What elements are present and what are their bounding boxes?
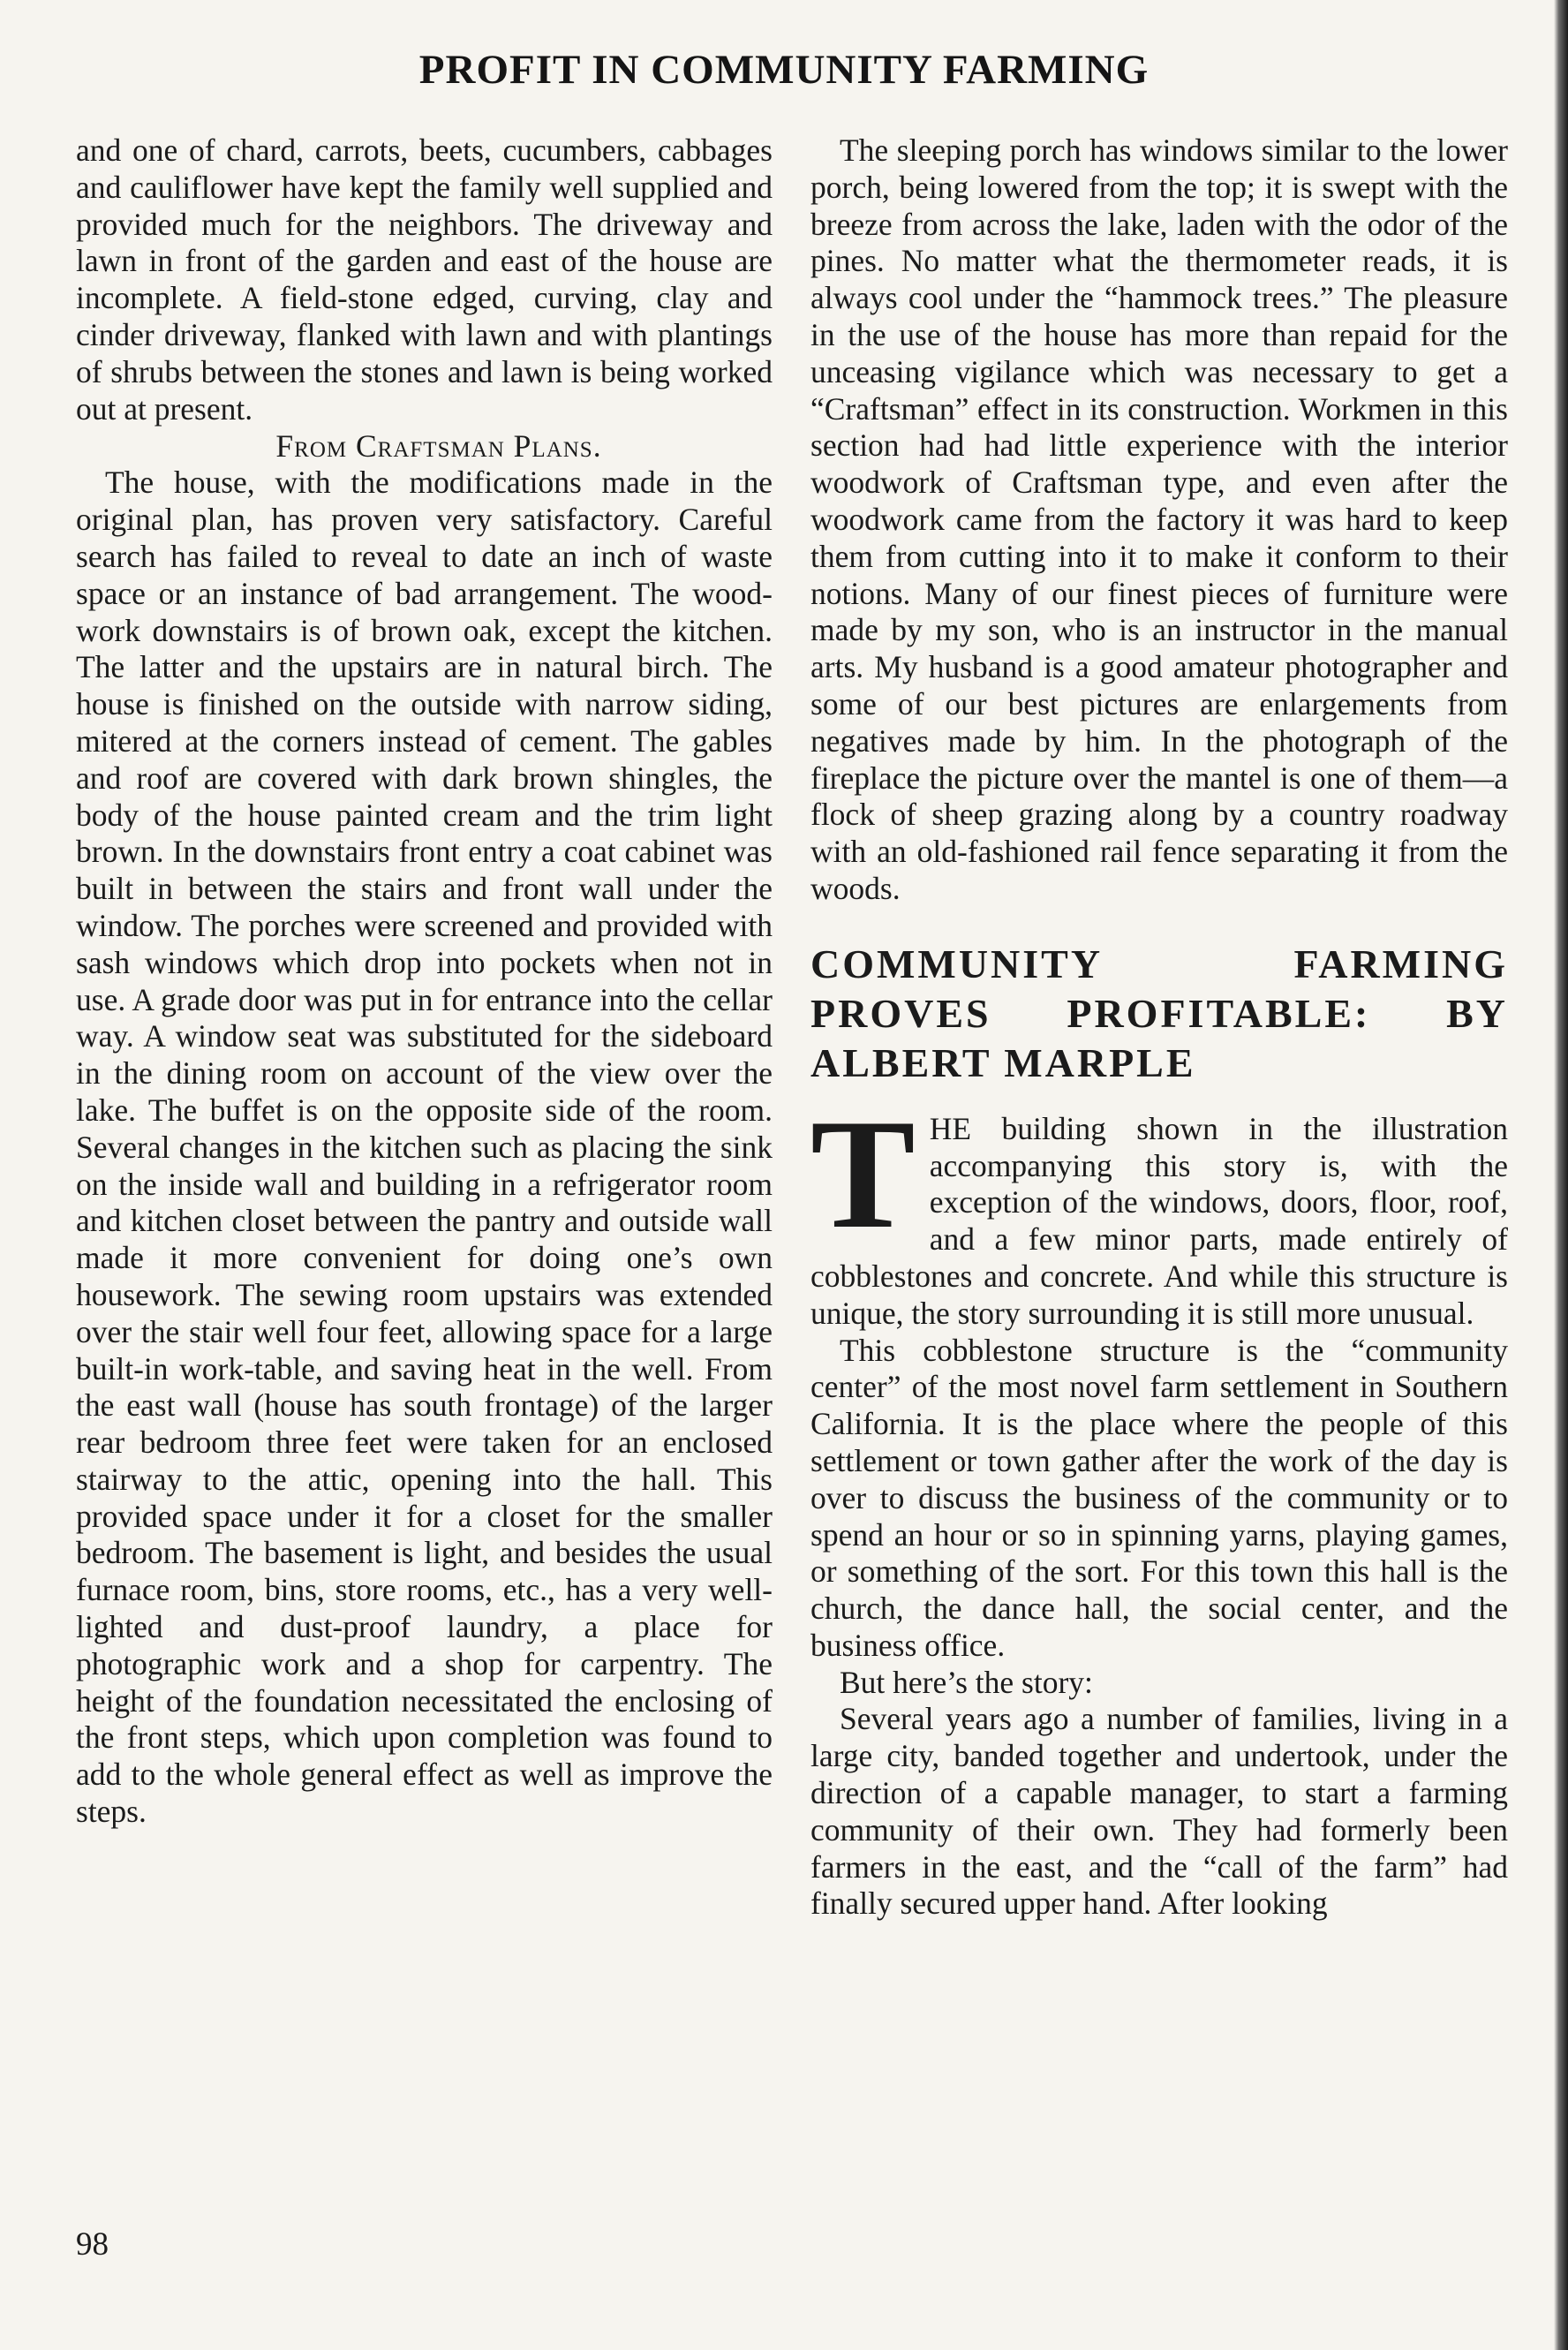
running-head: PROFIT IN COMMUNITY FARMING: [418, 47, 1150, 93]
article-title: [810, 940, 1508, 1088]
right-paragraph-4: But here’s the story:: [840, 1664, 1093, 1700]
left-paragraph-2: The house, with the modifications made in the original plan, has proven very satisfactory. Careful search has failed to reveal to date an inch of waste space or an instance of bad arrangement. The woodwork downstairs is of brown oak, except the kitchen. The latter and the upstairs are in natural birch. The house is finished on the outside with narrow siding, mitered at the corners instead of cement. The gables and roof are covered with dark brown shingles, the body of the house painted cream and the trim light brown. In the downstairs front entry a coat cabinet was built in between the stairs and front wall under the window. The porches were screened and provided with sash windows which drop into pockets when not in use. A grade door was put in for entrance into the cellar way. A window seat was substituted for the sideboard in the dining room on account of the view over the lake. The buffet is on the opposite side of the room. Several changes in the kitchen such as placing the sink on the inside wall and building in a refrigerator room and kitchen closet between the pantry and outside wall made it more convenient for doing one’s own housework. The sewing room upstairs was extended over the stair well four feet, allowing space for a large built-in work-table, and saving heat in the well. From the east wall (house has south frontage) of the larger rear bedroom three feet were taken for an enclosed stairway to the attic, opening into the hall. This provided space under it for a closet for the smaller bedroom. The basement is light, and besides the usual furnace room, bins, store rooms, etc., has a very well-lighted and dust-proof laundry, a place for photographic work and a shop for carpentry. The height of the foundation necessitated the enclosing of the front steps, which upon completion was found to add to the whole general effect as well as improve the steps.: [76, 465, 773, 1830]
right-paragraph-5: Several years ago a number of families, living in a large city, banded together and undertook, under the direction of a capable manager, to start a farming community of their own. They had formerly been farmers in the east, and the “call of the farm” had finally secured upper hand. After looking: [810, 1701, 1508, 1922]
page-number: 98: [76, 2226, 109, 2263]
right-paragraph-1: The sleeping porch has windows similar to the lower porch, being lowered from the top; it is swept with the breeze from across the lake, laden with the odor of the pines. No matter what the thermometer reads, it is always cool under the “hammock trees.” The pleasure in the use of the house has more than repaid for the unceasing vigilance which was necessary to get a “Craftsman” effect in its construction. Workmen in this section had had little experience with the interior woodwork of Craftsman type, and even after the woodwork came from the factory it was hard to keep them from cutting into it to make it conform to their notions. Many of our finest pieces of furniture were made by my son, who is an instructor in the manual arts. My husband is a good amateur photographer and some of our best pictures are enlargements from negatives made by him. In the photograph of the fireplace the picture over the mantel is one of them—a flock of sheep grazing along by a country roadway with an old-fashioned rail fence separating it from the woods.: [810, 132, 1508, 906]
right-column: [810, 132, 1508, 1923]
drop-cap: T: [810, 1085, 916, 1261]
opening-paragraph-text: HE building shown in the illustration accompanying this story is, with the exception of the windows, doors, floor, roof, and a few minor parts, made entirely of cobblestones and concrete. And while this structure is unique, the story surrounding it is still more unusual.: [810, 1110, 1508, 1331]
right-paragraph-3: This cobblestone structure is the “community center” of the most novel farm settlement in Southern California. It is the place where the people of this settlement or town gather after the work of the day is over to discuss the business of the community or to spend an hour or so in spinning yarns, playing games, or something of the sort. For this town this hall is the church, the dance hall, the social center, and the business office.: [810, 1332, 1508, 1663]
article-title-line-2: PROVES PROFITABLE: BY: [810, 990, 1508, 1036]
page-binding-shadow: [1554, 0, 1568, 2350]
article-title-line-3: ALBERT MARPLE: [810, 1039, 1196, 1085]
opening-paragraph: [810, 1085, 1508, 1333]
left-paragraph-1: and one of chard, carrots, beets, cucumbers, cabbages and cauliflower have kept the family well supplied and provided much for the neighbors. The driveway and lawn in front of the garden and east of the house are incomplete. A field-stone edged, curving, clay and cinder driveway, flanked with lawn and with plantings of shrubs between the stones and lawn is being worked out at present.: [76, 132, 773, 427]
left-column: [76, 132, 773, 1831]
section-subhead: From Craftsman Plans.: [275, 428, 602, 465]
article-title-line-1: COMMUNITY FARMING: [810, 941, 1508, 986]
